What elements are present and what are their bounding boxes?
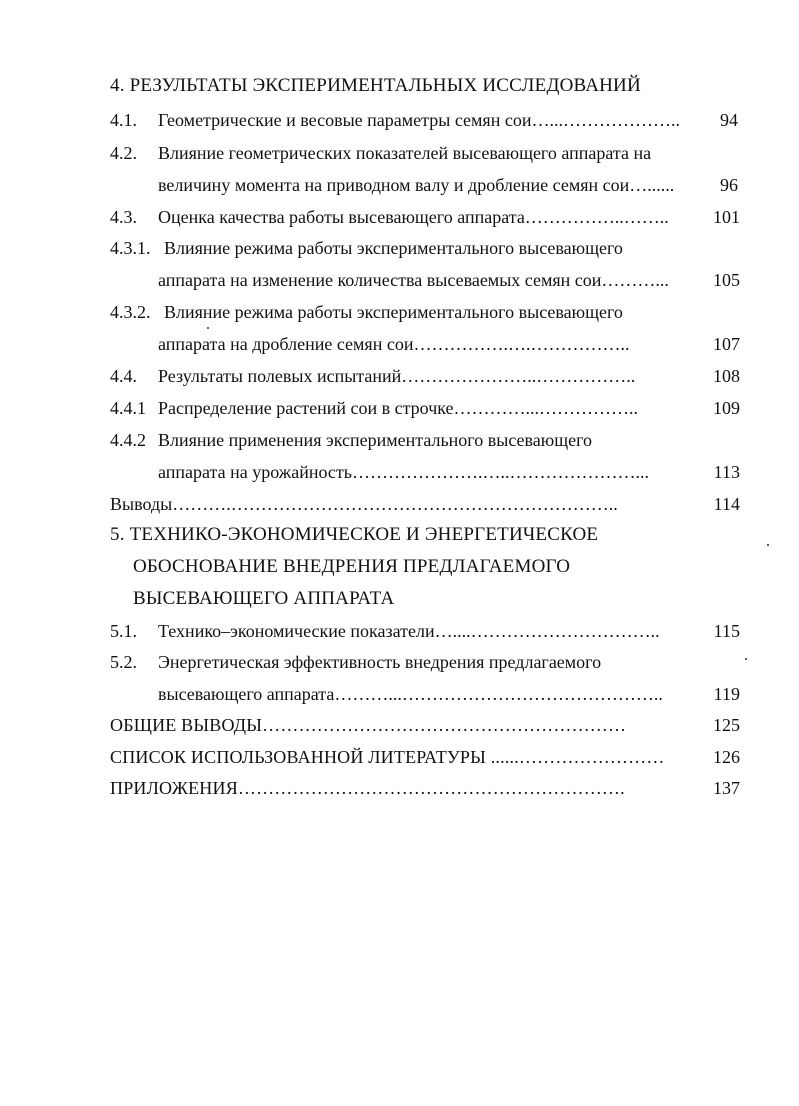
toc-general-conclusions: ОБЩИЕ ВЫВОДЫ…………………………………………………… [110,715,627,735]
chapter-4-title: 4. РЕЗУЛЬТАТЫ ЭКСПЕРИМЕНТАЛЬНЫХ ИССЛЕДОВАНИЙ [110,75,641,96]
toc-entry-text: Влияние применения экспериментального высевающего [158,430,593,450]
toc-references: СПИСОК ИСПОЛЬЗОВАННОЙ ЛИТЕРАТУРЫ ......…………………… [110,747,665,767]
toc-conclusions: Выводы……….……………………………………………………….. [110,494,618,514]
toc-entry-page: 96 [720,175,738,195]
toc-entry-page: 107 [713,334,740,354]
toc-entry-page: 125 [713,715,740,735]
toc-entry-continuation: аппарата на изменение количества высеваемых семян сои………... [158,270,669,290]
toc-entry-text: Геометрические и весовые параметры семян сои…...……………….. [158,110,680,130]
chapter-5-title-line-1: 5. ТЕХНИКО-ЭКОНОМИЧЕСКОЕ И ЭНЕРГЕТИЧЕСКОЕ [110,524,599,545]
toc-entry-number: 4.4.1 [110,398,146,418]
toc-entry-text: Оценка качества работы высевающего аппарата……………..…….. [158,207,669,227]
toc-entry-number: 4.4.2 [110,430,146,450]
toc-entry-text: Влияние режима работы экспериментального высевающего [164,238,623,258]
toc-entry-page: 115 [713,621,740,641]
toc-entry-page: 119 [713,684,740,704]
toc-entry-page: 114 [713,494,740,514]
toc-entry-continuation: аппарата на дробление семян сои…………….….…………….. [158,334,630,354]
toc-entry-text: Влияние режима работы экспериментального высевающего [164,302,623,322]
toc-entry-page: 126 [713,747,740,767]
toc-entry-text: Энергетическая эффективность внедрения предлагаемого [158,652,602,672]
toc-appendices: ПРИЛОЖЕНИЯ………………………………………………………. [110,778,625,798]
toc-entry-number: 4.3. [110,207,137,227]
scan-speck [767,544,769,546]
toc-entry-continuation: величину момента на приводном валу и дробление семян сои…...... [158,175,675,195]
toc-entry-text: Влияние геометрических показателей высевающего аппарата на [158,143,652,163]
toc-entry-page: 109 [713,398,740,418]
toc-entry-text: Результаты полевых испытаний…………………..…………….. [158,366,636,386]
toc-entry-text: Распределение растений сои в строчке…………...…………….. [158,398,639,418]
toc-entry-number: 5.2. [110,652,137,672]
toc-entry-continuation: высевающего аппарата………...…………………………………….. [158,684,663,704]
toc-entry-continuation: аппарата на урожайность………………….…..…………………... [158,462,649,482]
toc-entry-number: 4.3.2. [110,302,151,322]
toc-entry-page: 108 [713,366,740,386]
toc-entry-number: 4.2. [110,143,137,163]
chapter-5-title-line-3: ВЫСЕВАЮЩЕГО АППАРАТА [133,588,395,609]
toc-entry-text: Технико–экономические показатели…....………………………….. [158,621,660,641]
toc-entry-page: 113 [713,462,740,482]
scan-speck [207,327,209,329]
chapter-5-title-line-2: ОБОСНОВАНИЕ ВНЕДРЕНИЯ ПРЕДЛАГАЕМОГО [133,556,571,577]
toc-entry-page: 137 [713,778,740,798]
toc-entry-page: 101 [713,207,740,227]
toc-entry-number: 4.4. [110,366,137,386]
scan-speck [745,658,747,660]
toc-entry-number: 4.3.1. [110,238,151,258]
toc-entry-number: 4.1. [110,110,137,130]
toc-entry-page: 105 [713,270,740,290]
toc-entry-page: 94 [720,110,738,130]
toc-entry-number: 5.1. [110,621,137,641]
